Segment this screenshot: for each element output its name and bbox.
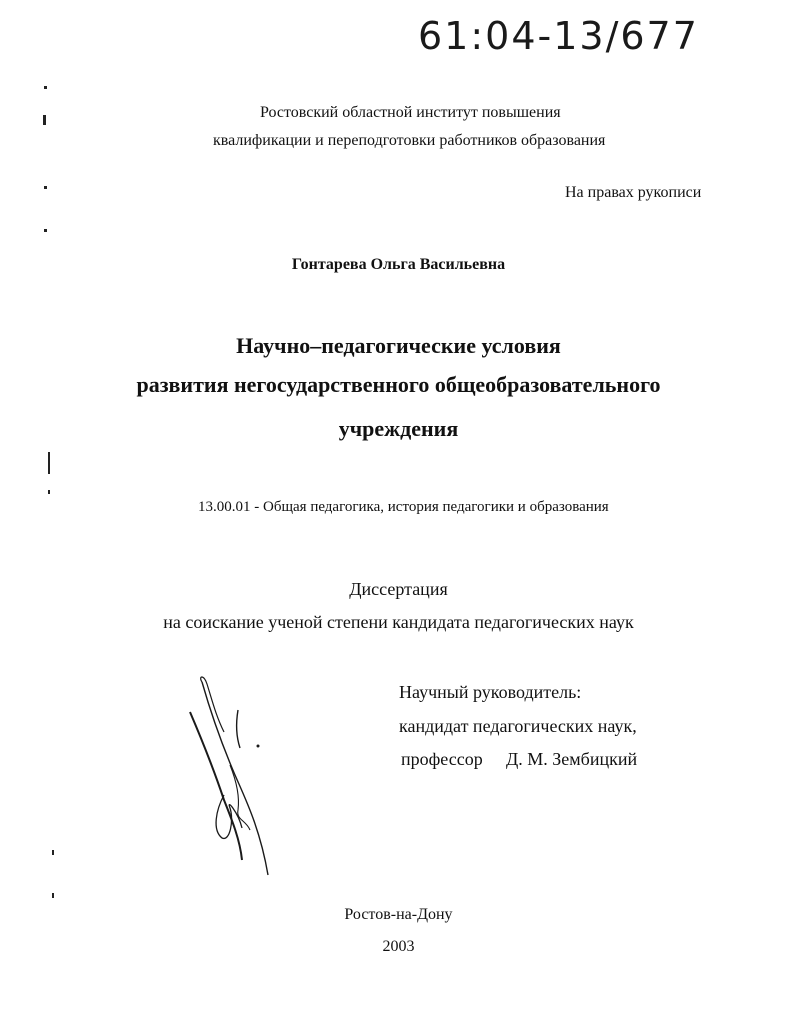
institution-line-1: Ростовский областной институт повышения [260, 104, 561, 121]
margin-mark [52, 893, 54, 898]
dissertation-title-line-1: Научно–педагогические условия [236, 333, 561, 358]
supervisor-name: Д. М. Зембицкий [506, 749, 638, 769]
margin-mark [48, 452, 50, 474]
manuscript-note: На правах рукописи [565, 184, 702, 201]
supervisor-heading: Научный руководитель: [399, 682, 582, 702]
degree-description: на соискание ученой степени кандидата педагогических наук [163, 612, 634, 632]
work-type: Диссертация [349, 579, 448, 599]
supervisor-title: профессор [401, 749, 483, 769]
publication-place: Ростов-на-Дону [344, 906, 453, 923]
margin-mark [44, 86, 47, 89]
margin-mark [43, 115, 46, 125]
author-name: Гонтарева Ольга Васильевна [291, 256, 506, 273]
specialty-code: 13.00.01 - Общая педагогика, история педагогики и образования [198, 499, 609, 515]
signature [180, 670, 280, 885]
supervisor-degree: кандидат педагогических наук, [399, 716, 637, 736]
margin-mark [44, 229, 47, 232]
archive-code: 61:04-13/677 [418, 14, 699, 58]
institution-line-2: квалификации и переподготовки работников образования [213, 132, 606, 149]
dissertation-title-line-3: учреждения [338, 416, 459, 441]
margin-mark [52, 850, 54, 855]
margin-mark [48, 490, 50, 494]
margin-mark [44, 186, 47, 189]
dissertation-title-line-2: развития негосударственного общеобразовательного [136, 372, 661, 397]
publication-year: 2003 [382, 938, 415, 955]
